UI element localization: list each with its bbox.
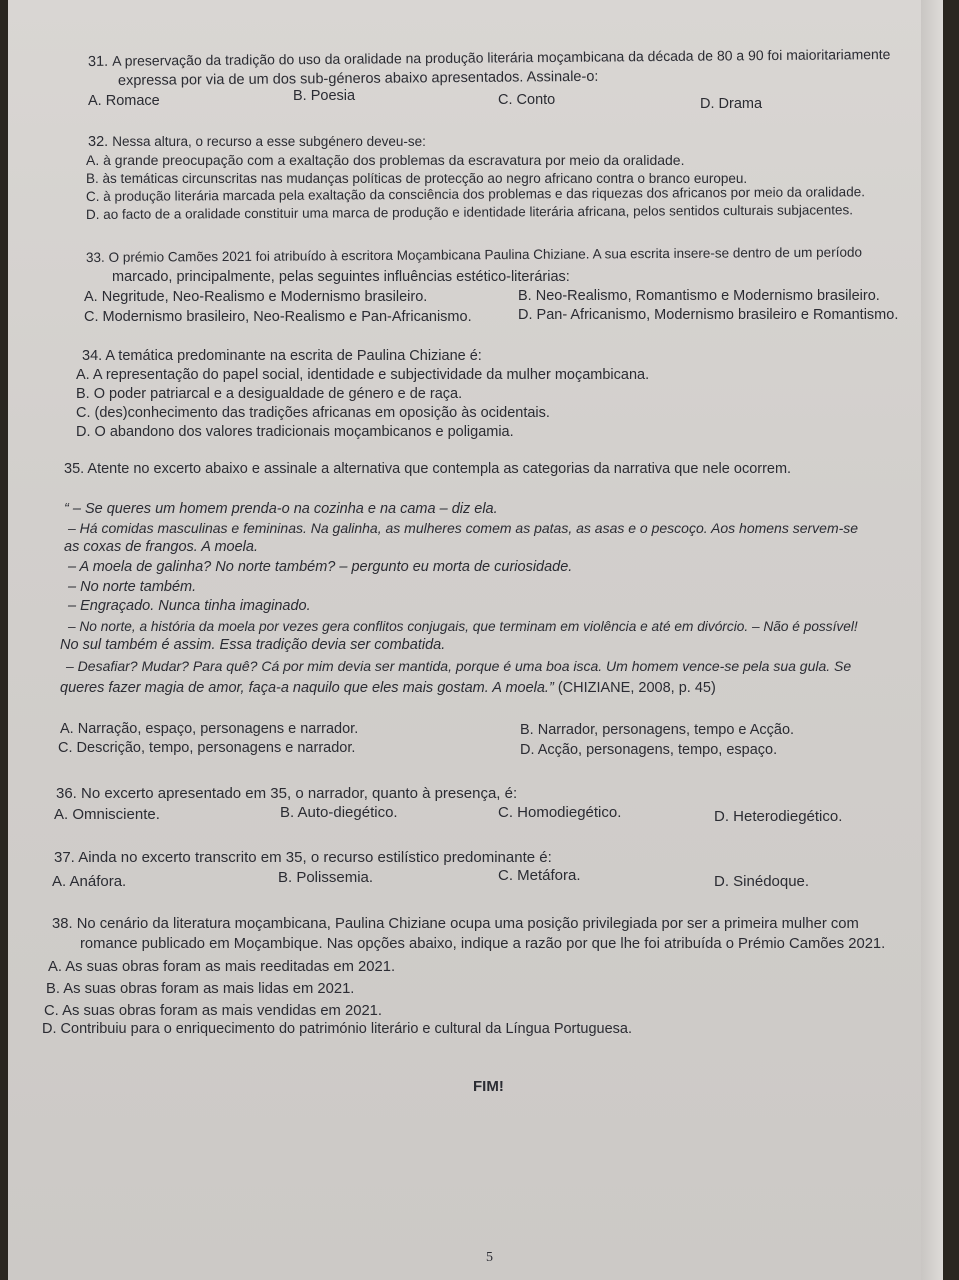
question-31-option-c[interactable]: C. Conto [498, 92, 556, 108]
excerpt-line-9: – Desafiar? Mudar? Para quê? Cá por mim devia ser mantida, porque é uma boa isca. Um homem vence-se pela sua gula. Se [66, 658, 852, 674]
question-34-number: 34. [82, 348, 103, 364]
question-37-option-a[interactable]: A. Anáfora. [52, 873, 127, 890]
question-38-line1: 38. No cenário da literatura moçambicana, Paulina Chiziane ocupa uma posição privilegiada por ser a primeira mulher com [52, 916, 859, 932]
question-33-option-c[interactable]: C. Modernismo brasileiro, Neo-Realismo e Pan-Africanismo. [84, 309, 472, 325]
page-number: 5 [486, 1250, 493, 1265]
question-38-number: 38. [52, 916, 73, 932]
question-38-option-c[interactable]: C. As suas obras foram as mais vendidas em 2021. [44, 1003, 383, 1019]
question-34-option-b[interactable]: B. O poder patriarcal e a desigualdade de género e de raça. [76, 386, 463, 402]
question-35-option-a[interactable]: A. Narração, espaço, personagens e narrador. [60, 721, 359, 737]
excerpt-line-10: queres fazer magia de amor, faça-a naquilo que eles mais gostam. A moela.” (CHIZIANE, 2008, p. 45) [60, 680, 716, 696]
excerpt-line-2: – Há comidas masculinas e femininas. Na galinha, as mulheres comem as patas, as asas e o pescoço. Aos homens servem-se [68, 520, 859, 536]
question-37-option-c[interactable]: C. Metáfora. [498, 867, 581, 884]
page-fold [921, 0, 943, 1280]
question-34-option-d[interactable]: D. O abandono dos valores tradicionais moçambicanos e poligamia. [76, 424, 514, 440]
exam-page [8, 0, 943, 1280]
question-37-stem: 37. Ainda no excerto transcrito em 35, o recurso estilístico predominante é: [54, 849, 552, 866]
excerpt-line-1: “ – Se queres um homem prenda-o na cozinha e na cama – diz ela. [64, 501, 498, 517]
question-32-number: 32. [88, 134, 109, 150]
question-33-number: 33. [85, 249, 105, 265]
excerpt-line-7: – No norte, a história da moela por vezes gera conflitos conjugais, que terminam em violência e até em divórcio. – Não é possível! [68, 619, 858, 634]
question-37-number: 37. [54, 849, 75, 866]
question-35-number: 35. [64, 461, 85, 477]
question-38-option-b[interactable]: B. As suas obras foram as mais lidas em 2021. [46, 981, 355, 997]
question-36-option-d[interactable]: D. Heterodiegético. [714, 808, 843, 825]
question-36-number: 36. [56, 785, 77, 802]
question-36-stem: 36. No excerto apresentado em 35, o narrador, quanto à presença, é: [56, 785, 518, 802]
question-35-option-c[interactable]: C. Descrição, tempo, personagens e narrador. [58, 740, 356, 756]
question-36-option-a[interactable]: A. Omnisciente. [54, 806, 160, 823]
question-31-number: 31. [87, 53, 109, 70]
question-34-option-a[interactable]: A. A representação do papel social, identidade e subjectividade da mulher moçambicana. [76, 367, 650, 383]
question-33-option-b[interactable]: B. Neo-Realismo, Romantismo e Modernismo brasileiro. [518, 288, 880, 304]
question-38-option-d[interactable]: D. Contribuiu para o enriquecimento do património literário e cultural da Língua Portuguesa. [42, 1021, 633, 1037]
question-38-line2: romance publicado em Moçambique. Nas opções abaixo, indique a razão por que lhe foi atribuída o Prémio Camões 2021. [80, 936, 886, 952]
question-32-option-d[interactable]: D. ao facto de a oralidade constituir uma marca de produção e identidade literária africana, pelos sentidos culturais subjacentes. [85, 202, 853, 222]
question-32-option-b[interactable]: B. às temáticas circunscritas nas mudanças políticas de protecção ao negro africano contra o branco europeu. [86, 171, 748, 186]
question-33-option-a[interactable]: A. Negritude, Neo-Realismo e Modernismo brasileiro. [84, 289, 428, 305]
excerpt-line-3: as coxas de frangos. A moela. [64, 539, 258, 555]
excerpt-citation: (CHIZIANE, 2008, p. 45) [557, 680, 716, 696]
question-36-option-b[interactable]: B. Auto-diegético. [280, 804, 398, 821]
question-31-line2: expressa por via de um dos sub-géneros abaixo apresentados. Assinale-o: [117, 68, 599, 89]
question-36-option-c[interactable]: C. Homodiegético. [498, 804, 622, 821]
end-mark: FIM! [473, 1078, 504, 1095]
question-35-stem: 35. Atente no excerto abaixo e assinale a alternativa que contempla as categorias da narrativa que nele ocorrem. [64, 461, 792, 477]
excerpt-line-5: – No norte também. [68, 579, 197, 595]
question-37-option-d[interactable]: D. Sinédoque. [714, 873, 810, 890]
excerpt-line-6: – Engraçado. Nunca tinha imaginado. [68, 598, 311, 614]
question-32-option-c[interactable]: C. à produção literária marcada pela exaltação da consciência dos problemas e das riquezas dos africanos por meio da oralidade. [85, 184, 865, 204]
question-31-option-b[interactable]: B. Poesia [293, 88, 356, 104]
question-31-option-d[interactable]: D. Drama [700, 96, 763, 112]
excerpt-line-8: No sul também é assim. Essa tradição devia ser combatida. [60, 637, 446, 653]
question-32-stem: 32. Nessa altura, o recurso a esse subgénero deveu-se: [88, 134, 426, 150]
question-35-option-d[interactable]: D. Acção, personagens, tempo, espaço. [520, 742, 778, 758]
question-35-option-b[interactable]: B. Narrador, personagens, tempo e Acção. [520, 722, 795, 738]
question-33-line1: 33. O prémio Camões 2021 foi atribuído à escritora Moçambicana Paulina Chiziane. A sua escrita insere-se dentro de um período [85, 244, 862, 265]
excerpt-line-4: – A moela de galinha? No norte também? – pergunto eu morta de curiosidade. [68, 559, 573, 575]
question-32-option-a[interactable]: A. à grande preocupação com a exaltação dos problemas da escravatura por meio da oralidade. [86, 152, 685, 168]
question-37-option-b[interactable]: B. Polissemia. [278, 869, 374, 886]
question-31-line1: 31. A preservação da tradição do uso da oralidade na produção literária moçambicana da década de 80 a 90 foi maioritariamente [87, 45, 891, 70]
question-33-line2: marcado, principalmente, pelas seguintes influências estético-literárias: [112, 269, 570, 285]
question-34-stem: 34. A temática predominante na escrita de Paulina Chiziane é: [82, 348, 482, 364]
question-38-option-a[interactable]: A. As suas obras foram as mais reeditadas em 2021. [48, 959, 396, 975]
question-34-option-c[interactable]: C. (des)conhecimento das tradições africanas em oposição às ocidentais. [76, 405, 550, 421]
question-31-option-a[interactable]: A. Romace [88, 93, 160, 109]
question-33-option-d[interactable]: D. Pan- Africanismo, Modernismo brasileiro e Romantismo. [518, 307, 899, 323]
